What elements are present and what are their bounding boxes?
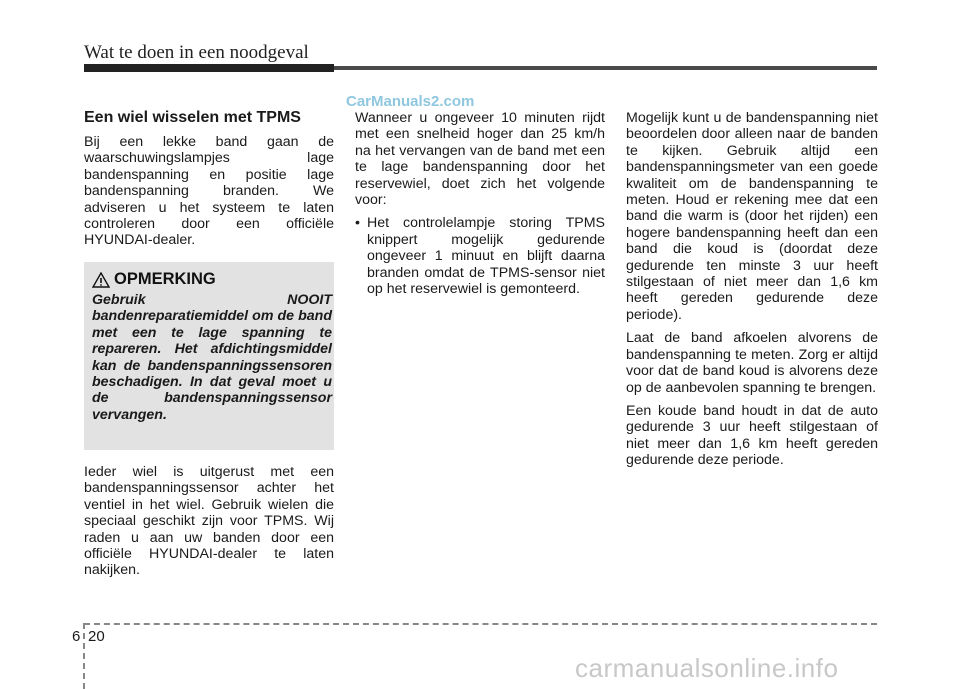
paragraph: Ieder wiel is uitgerust met een bandenspanningssensor achter het ventiel in het wiel. Gebruik wielen die speciaal geschikt zijn voor TPMS. Wij raden u aan uw banden door een officiële HYUNDAI-dealer te laten nakijken. [84, 464, 334, 579]
column-1 [84, 108, 334, 256]
watermark-bottom: carmanualsonline.info [575, 653, 839, 683]
page-header-title: Wat te doen in een noodgeval [84, 42, 309, 63]
footer-divider [83, 623, 85, 689]
note-box [84, 262, 334, 450]
page-chapter-number: 6 [72, 628, 81, 645]
paragraph: Laat de band afkoelen alvorens de bandenspanning te meten. Zorg er altijd voor dat de band koud is alvorens deze op de aanbevolen spanning te brengen. [626, 330, 878, 396]
column-3 [626, 110, 878, 476]
paragraph: Bij een lekke band gaan de waarschuwingslampjes lage bandenspanning en positie lage bandenspanning branden. We adviseren u het systeem te laten controleren door een officiële HYUNDAI-dealer. [84, 134, 334, 249]
paragraph: Mogelijk kunt u de bandenspanning niet beoordelen door alleen naar de banden te kijken. Gebruik altijd een bandenspanningsmeter van een goede kwaliteit om de bandenspanning te meten. Houd er rekening mee dat een band die warm is (door het rijden) een hogere bandenspanning heeft dan een band die koud is (doordat deze gedurende ten minste 3 uur heeft stilgestaan of niet meer dan 1,6 km heeft gereden gedurende deze periode). [626, 110, 878, 323]
header-rule-accent [84, 64, 334, 72]
warning-triangle-icon [92, 272, 110, 288]
paragraph: Wanneer u ongeveer 10 minuten rijdt met een snelheid hoger dan 25 km/h na het vervangen van de band met een te lage bandenspanning door het reservewiel, doet zich het volgende voor: [355, 110, 605, 209]
note-title: OPMERKING [114, 270, 216, 288]
note-text: Gebruik NOOIT bandenreparatiemiddel om de band met een te lage spanning te repareren. Het afdichtingsmiddel kan de bandenspanningssensoren beschadigen. In dat geval moet u de bandenspanningssensor vervangen. [92, 292, 332, 423]
bullet-dot: • [355, 215, 360, 232]
footer-rule [84, 623, 877, 625]
column-2 [355, 110, 605, 297]
bullet-text: Het controlelampje storing TPMS knippert mogelijk gedurende ongeveer 1 minuut en blijft daarna branden omdat de TPMS-sensor niet op het reservewiel is gemonteerd. [367, 215, 605, 298]
paragraph: Een koude band houdt in dat de auto gedurende 3 uur heeft stilgestaan of niet meer dan 1,6 km heeft gereden gedurende deze periode. [626, 402, 878, 469]
watermark-top: CarManuals2.com [346, 93, 475, 110]
page-number: 20 [88, 628, 105, 645]
section-heading: Een wiel wisselen met TPMS [84, 109, 301, 126]
bullet-item [355, 215, 605, 297]
